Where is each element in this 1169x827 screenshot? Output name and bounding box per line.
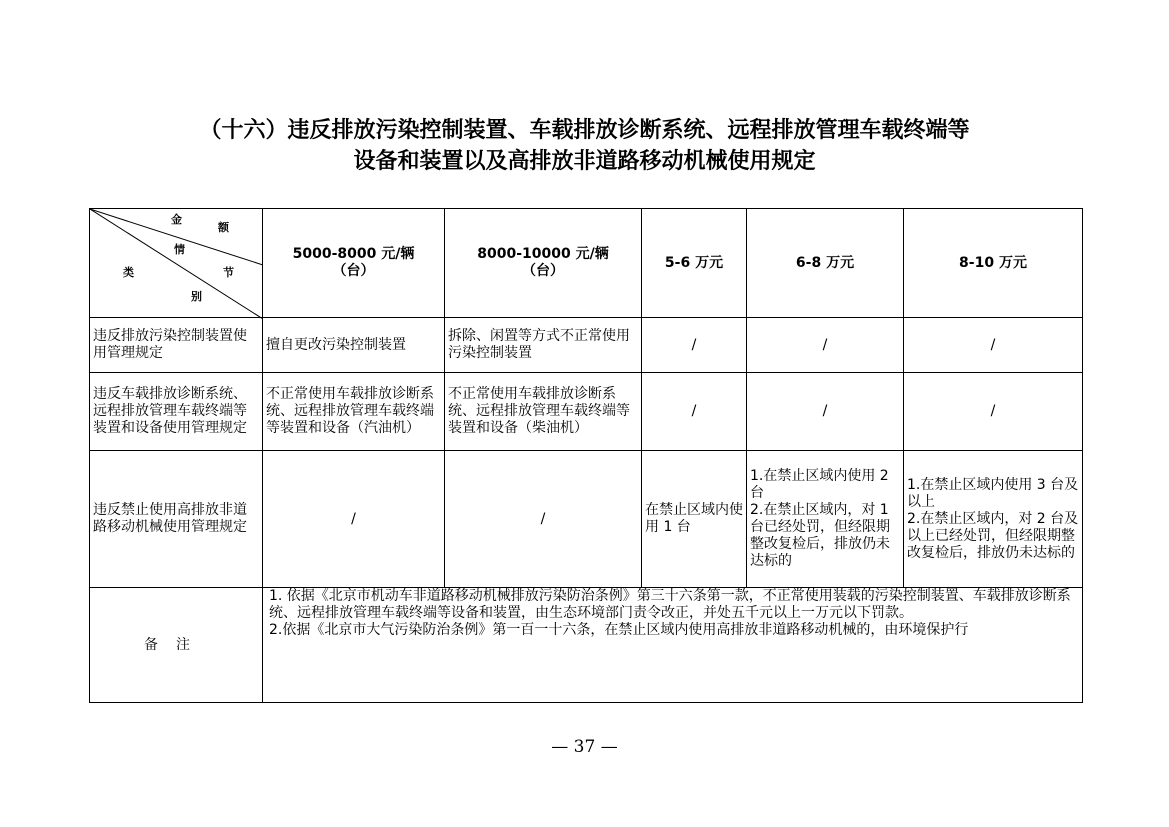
- diagonal-corner-cell: [90, 209, 263, 318]
- table-cell: 1.在禁止区域内使用 3 台及以上 2.在禁止区域内，对 2 台及以上已经处罚，但经限期整改复检后，排放仍未达标的: [904, 451, 1083, 588]
- table-cell: /: [263, 451, 445, 588]
- column-header-line2: （台）: [332, 263, 375, 279]
- table-cell: /: [904, 373, 1083, 451]
- remark-item: 1. 依据《北京市机动车非道路移动机械排放污染防治条例》第三十六条第一款，不正常使用装载的污染控制装置、车载排放诊断系统、远程排放管理车载终端等设备和装置，由生态环境部门责令改正，并处五千元以上一万元以下罚款。: [269, 588, 1071, 621]
- column-header-line1: 8000-10000 元/辆: [477, 246, 609, 262]
- document-title-line-2: 设备和装置以及高排放非道路移动机械使用规定: [353, 149, 816, 174]
- table-cell: 不正常使用车载排放诊断系统、远程排放管理车载终端等装置和设备（汽油机）: [263, 373, 445, 451]
- column-header-line1: 5000-8000 元/辆: [292, 246, 415, 262]
- table-cell: /: [904, 318, 1083, 373]
- column-header-line2: （台）: [522, 263, 564, 279]
- column-header-6-8wan: 6-8 万元: [747, 209, 904, 318]
- remarks-label: 备注: [90, 588, 263, 703]
- table-cell: 不正常使用车载排放诊断系统、远程排放管理车载终端等装置和设备（柴油机）: [445, 373, 642, 451]
- corner-label-circumstance-1: 情: [174, 243, 185, 256]
- table-row: [90, 373, 1083, 451]
- column-header-5000-8000: [263, 209, 445, 318]
- table-cell: /: [747, 373, 904, 451]
- table-cell: /: [642, 318, 747, 373]
- column-header-5-6wan: 5-6 万元: [642, 209, 747, 318]
- remark-item: 2.依据《北京市大气污染防治条例》第一百一十六条，在禁止区域内使用高排放非道路移动机械的，由环境保护行: [269, 622, 969, 638]
- remarks-row: [90, 588, 1083, 703]
- corner-label-category-2: 别: [191, 290, 202, 303]
- table-row: [90, 451, 1083, 588]
- column-header-8-10wan: 8-10 万元: [904, 209, 1083, 318]
- header-row: [90, 209, 1083, 318]
- corner-label-amount-2: 额: [218, 221, 229, 234]
- table-cell: 1.在禁止区域内使用 2 台 2.在禁止区域内，对 1 台已经处罚，但经限期整改复检后，排放仍未达标的: [747, 451, 904, 588]
- corner-label-amount-1: 金: [171, 213, 182, 226]
- table-cell: /: [747, 318, 904, 373]
- column-header-8000-10000: [445, 209, 642, 318]
- page-number: — 37 —: [551, 737, 618, 757]
- row-category: 违反排放污染控制装置使用管理规定: [90, 318, 263, 373]
- row-category: 违反禁止使用高排放非道路移动机械使用管理规定: [90, 451, 263, 588]
- remarks-content: [263, 588, 1083, 703]
- table-cell: 在禁止区域内使用 1 台: [642, 451, 747, 588]
- table-cell: 擅自更改污染控制装置: [263, 318, 445, 373]
- corner-label-category-1: 类: [123, 266, 134, 279]
- row-category: 违反车载排放诊断系统、远程排放管理车载终端等装置和设备使用管理规定: [90, 373, 263, 451]
- penalty-table: [89, 208, 1083, 703]
- table-row: [90, 318, 1083, 373]
- table-cell: 拆除、闲置等方式不正常使用污染控制装置: [445, 318, 642, 373]
- table-cell: /: [445, 451, 642, 588]
- document-title-line-1: （十六）违反排放污染控制装置、车载排放诊断系统、远程排放管理车载终端等: [199, 118, 970, 143]
- corner-label-circumstance-2: 节: [223, 266, 234, 279]
- table-cell: /: [642, 373, 747, 451]
